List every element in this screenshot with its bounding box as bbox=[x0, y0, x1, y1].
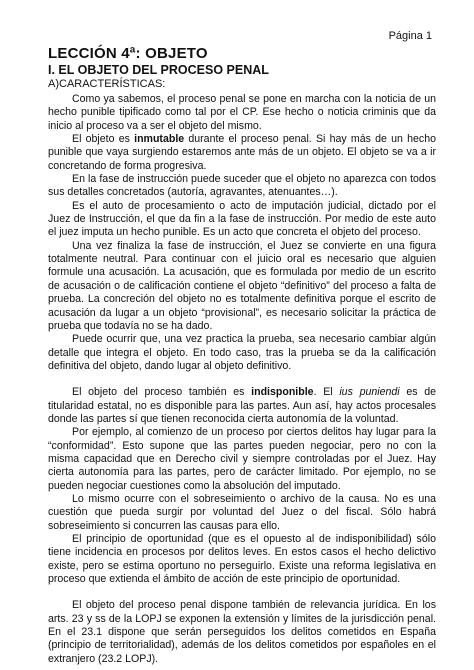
body-text bbox=[48, 93, 436, 666]
paragraph-4: Es el auto de procesamiento o acto de imputación judicial, dictado por el Juez de Instrucción, el que da fin a la fase de instrucción. Por medio de este auto el juez imputa un hecho punible. Es un acto que concreta el objeto del proceso. bbox=[48, 199, 436, 239]
paragraph-7 bbox=[48, 386, 436, 426]
page-number: Página 1 bbox=[388, 30, 432, 42]
paragraph-2 bbox=[48, 133, 436, 173]
paragraph-9: Lo mismo ocurre con el sobreseimiento o archivo de la causa. No es una cuestión que pueda surgir por voluntad del Juez o del fiscal. Sólo habrá sobreseimiento si concurren las causas para ello. bbox=[48, 492, 436, 532]
paragraph-5: Una vez finaliza la fase de instrucción, el Juez se convierte en una figura totalmente neutral. Para continuar con el juicio oral es necesario que alguien formule una acusación. La acusación, que es formulada por medio de un escrito de acusación o de calificación contiene el objeto “definitivo” del proceso a falta de prueba. La concreción del objeto no es totalmente definitiva porque el escrito de acusación da lugar a un objeto “provisional”, es necesario solicitar la práctica de prueba que todavía no se ha dado. bbox=[48, 239, 436, 332]
paragraph-6: Puede ocurrir que, una vez practica la prueba, sea necesario cambiar algún detalle que integra el objeto. En todo caso, tras la prueba se da la calificación definitiva del objeto, dando lugar al objeto definitivo. bbox=[48, 333, 436, 372]
paragraph-1: Como ya sabemos, el proceso penal se pone en marcha con la noticia de un hecho punible tipificado como tal por el CP. Ese hecho o noticia criminis que da inicio al proceso va a ser el objeto del mismo. bbox=[48, 93, 436, 132]
paragraph-10: El principio de oportunidad (que es el opuesto al de indisponibilidad) sólo tiene incidencia en procesos por delitos leves. En estos casos el hecho delictivo existe, pero se estima oportuno no perseguirlo. Existe una reforma legislativa en proceso que extienda el ámbito de acción de este principio de oportunidad. bbox=[48, 533, 436, 586]
paragraph-11: El objeto del proceso penal dispone también de relevancia jurídica. En los arts. 23 y ss de la LOPJ se exponen la extensión y límites de la jurisdicción penal. En el 23.1 dispone que serán perseguidos los delitos cometidos en España (principio de territorialidad), además de los delitos cometidos por españoles en el extranjero (23.2 LOPJ). bbox=[48, 599, 436, 665]
lesson-title: LECCIÓN 4ª: OBJETO bbox=[48, 45, 208, 62]
subsection-heading: A)CARACTERÍSTICAS: bbox=[48, 78, 166, 90]
paragraph-7-text-rest: es de titularidad estatal, no es disponible para las partes. Aun así, hay actos procesales donde las partes sí que tienen reconocida cierta autonomía de la voluntad. bbox=[48, 386, 437, 425]
paragraph-7-text-mid: . El bbox=[313, 386, 340, 399]
section-heading: I. EL OBJETO DEL PROCESO PENAL bbox=[48, 63, 269, 77]
paragraph-2-text: El objeto es bbox=[72, 133, 135, 146]
emphasis-inmutable: inmutable bbox=[134, 133, 185, 146]
emphasis-indisponible: indisponible bbox=[251, 386, 314, 399]
paragraph-2-text-rest: durante el proceso penal. Si hay más de un hecho punible que vaya surgiendo estaremos ante más de un objeto. El objeto se va a ir concretando de forma progresiva. bbox=[48, 133, 436, 172]
paragraph-8: Por ejemplo, al comienzo de un proceso por ciertos delitos hay lugar para la “conformidad”. Esto supone que las partes pueden negociar, pero no con la misma capacidad que en Derecho civil y siempre controladas por el Juez. Hay cierta autonomía para las partes, pero de carácter limitado. Por ejemplo, no se pueden negociar cuestiones como la absolución del imputado. bbox=[48, 426, 436, 492]
paragraph-3: En la fase de instrucción puede suceder que el objeto no aparezca con todos sus detalles concretados (autoría, agravantes, atenuantes…). bbox=[48, 173, 436, 199]
paragraph-7-text: El objeto del proceso también es bbox=[72, 386, 252, 399]
emphasis-ius-puniendi: ius puniendi bbox=[339, 386, 400, 399]
